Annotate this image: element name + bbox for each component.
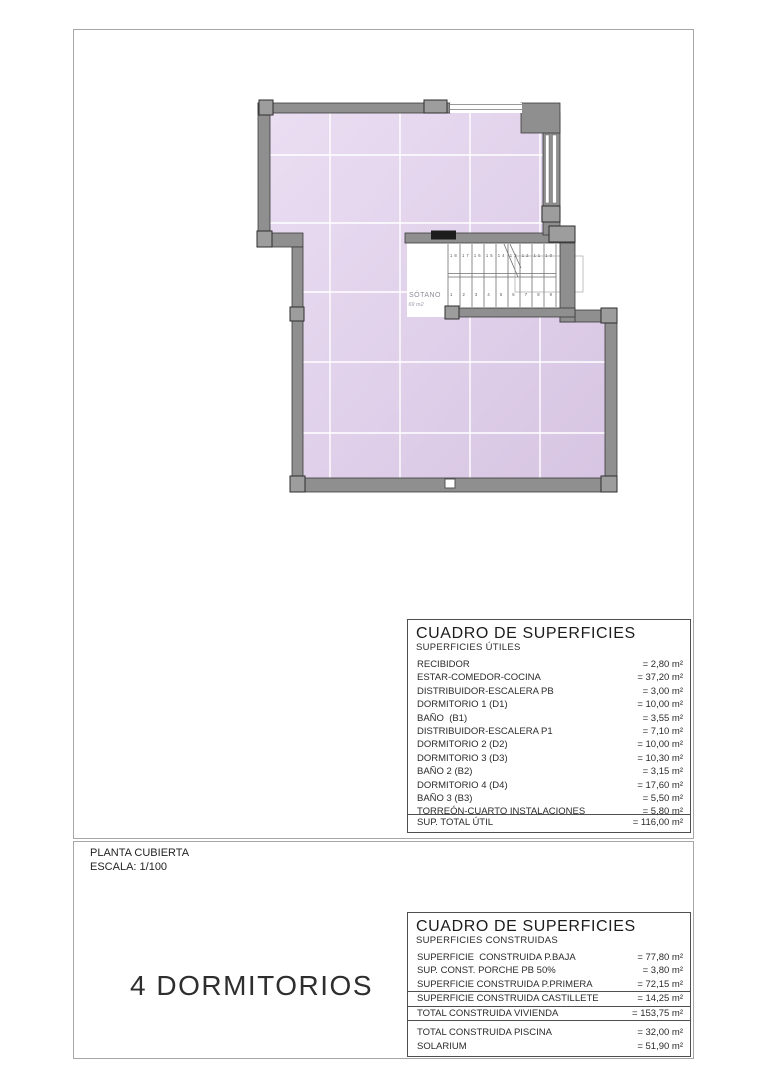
row-label: TORREÓN-CUARTO INSTALACIONES bbox=[417, 806, 586, 818]
table-subtitle: SUPERFICIES ÚTILES bbox=[416, 642, 521, 653]
row-value: = 10,00 m² bbox=[637, 739, 683, 751]
row-label: DORMITORIO 4 (D4) bbox=[417, 779, 508, 791]
table-row bbox=[408, 671, 690, 684]
row-label: BAÑO 2 (B2) bbox=[417, 766, 473, 778]
row-value: = 3,55 m² bbox=[642, 712, 683, 724]
table-row bbox=[408, 1026, 690, 1039]
plan-scale: ESCALA: 1/100 bbox=[90, 861, 168, 873]
row-value: = 17,60 m² bbox=[637, 779, 683, 791]
row-value: = 14,25 m² bbox=[637, 993, 683, 1005]
row-label: ESTAR-COMEDOR-COCINA bbox=[417, 672, 541, 684]
row-label: DORMITORIO 3 (D3) bbox=[417, 752, 508, 764]
total-label: SUP. TOTAL ÚTIL bbox=[417, 817, 494, 828]
stair-numbers-bottom: 1 2 3 4 5 6 7 8 9 bbox=[450, 292, 552, 297]
row-value: = 2,80 m² bbox=[642, 659, 683, 670]
table-rows bbox=[408, 658, 690, 819]
table-row bbox=[408, 1007, 690, 1021]
row-label: DISTRIBUIDOR-ESCALERA PB bbox=[417, 685, 554, 697]
table-row bbox=[408, 951, 690, 964]
pool-solarium-rows bbox=[408, 1026, 690, 1053]
row-value: = 10,00 m² bbox=[637, 699, 683, 711]
bedrooms-label: 4 DORMITORIOS bbox=[130, 970, 374, 1001]
bottom-wall-marker bbox=[445, 479, 455, 488]
row-value: = 72,15 m² bbox=[637, 978, 683, 990]
row-label: SUPERFICIE CONSTRUIDA P.BAJA bbox=[417, 952, 576, 963]
row-label: SUPERFICIE CONSTRUIDA P.PRIMERA bbox=[417, 978, 593, 990]
row-value: = 32,00 m² bbox=[637, 1027, 683, 1039]
table-row bbox=[408, 685, 690, 698]
table-row bbox=[408, 978, 690, 992]
table-row bbox=[408, 792, 690, 805]
stair-door bbox=[431, 231, 456, 240]
row-value: = 3,00 m² bbox=[642, 685, 683, 697]
row-value: = 7,10 m² bbox=[642, 726, 683, 738]
stair-numbers-top: 18 17 16 15 14 13 12 11 10 bbox=[450, 253, 552, 258]
total-util-row bbox=[408, 814, 690, 832]
row-value: = 51,90 m² bbox=[637, 1040, 683, 1052]
table-rows bbox=[408, 951, 690, 1021]
row-label: SUP. CONST. PORCHE PB 50% bbox=[417, 965, 556, 977]
table-row bbox=[408, 712, 690, 725]
table-subtitle: SUPERFICIES CONSTRUIDAS bbox=[416, 935, 559, 946]
row-label: TOTAL CONSTRUIDA VIVIENDA bbox=[417, 1007, 559, 1019]
surface-table-utiles bbox=[407, 619, 691, 833]
row-label: DORMITORIO 2 (D2) bbox=[417, 739, 508, 751]
total-value: = 116,00 m² bbox=[632, 817, 683, 828]
row-label: BAÑO 3 (B3) bbox=[417, 793, 473, 805]
table-row bbox=[408, 738, 690, 751]
row-value: = 3,80 m² bbox=[642, 965, 683, 977]
table-title: CUADRO DE SUPERFICIES bbox=[416, 918, 636, 935]
table-row bbox=[408, 698, 690, 711]
row-value: = 5,80 m² bbox=[642, 806, 683, 818]
row-label: TOTAL CONSTRUIDA PISCINA bbox=[417, 1027, 552, 1039]
table-row bbox=[408, 752, 690, 765]
table-row bbox=[408, 992, 690, 1006]
row-label: SUPERFICIE CONSTRUIDA CASTILLETE bbox=[417, 993, 599, 1005]
row-value: = 10,30 m² bbox=[637, 752, 683, 764]
row-label: DORMITORIO 1 (D1) bbox=[417, 699, 508, 711]
title-block bbox=[90, 846, 189, 874]
plan-name: PLANTA CUBIERTA bbox=[90, 847, 190, 859]
row-value: = 153,75 m² bbox=[632, 1007, 683, 1019]
table-row bbox=[408, 765, 690, 778]
row-value: = 3,15 m² bbox=[642, 766, 683, 778]
row-value: = 5,50 m² bbox=[642, 793, 683, 805]
table-row bbox=[408, 725, 690, 738]
row-value: = 77,80 m² bbox=[637, 952, 683, 963]
room-name: SÓTANO bbox=[408, 292, 441, 299]
table-row bbox=[408, 1040, 690, 1053]
table-row bbox=[408, 779, 690, 792]
row-label: SOLARIUM bbox=[417, 1040, 467, 1052]
row-label: RECIBIDOR bbox=[417, 659, 470, 670]
row-label: DISTRIBUIDOR-ESCALERA P1 bbox=[417, 726, 553, 738]
row-value: = 37,20 m² bbox=[637, 672, 683, 684]
table-row bbox=[408, 964, 690, 977]
room-area: 69 m2 bbox=[408, 302, 424, 308]
table-title: CUADRO DE SUPERFICIES bbox=[416, 625, 636, 642]
table-row bbox=[408, 658, 690, 671]
surface-table-construidas bbox=[407, 912, 691, 1057]
row-label: BAÑO (B1) bbox=[417, 712, 468, 724]
